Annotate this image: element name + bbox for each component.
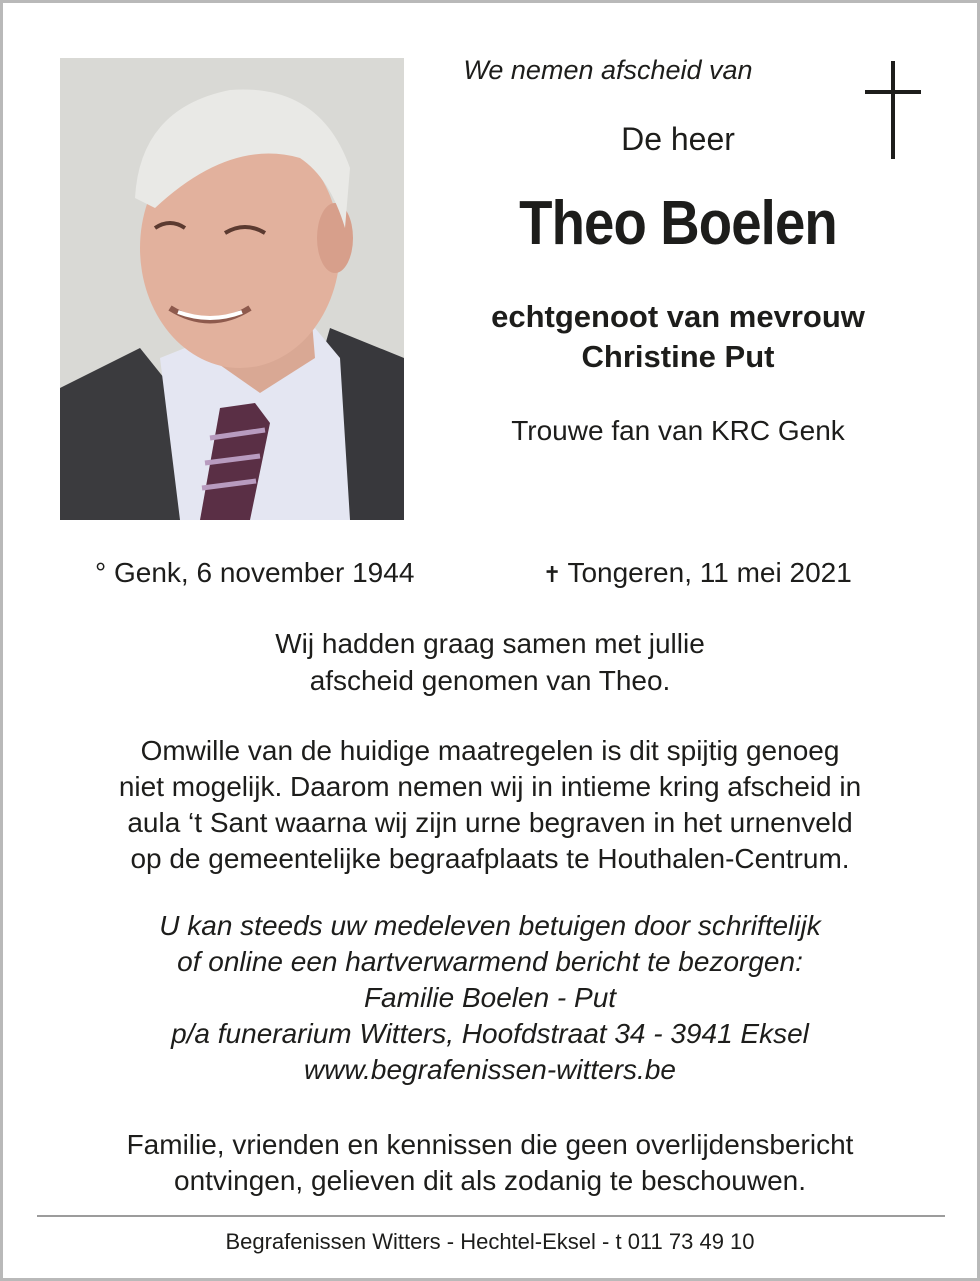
condolence-paragraph	[3, 908, 977, 1088]
honorific-title: De heer	[621, 121, 735, 157]
family-name-line: Familie Boelen - Put	[363, 982, 617, 1013]
notice-paragraph	[3, 1127, 977, 1199]
paragraph-line: op de gemeentelijke begraafplaats te Houthalen-Centrum.	[130, 843, 850, 874]
paragraph-line: aula ‘t Sant waarna wij zijn urne begraven in het urnenveld	[127, 807, 853, 838]
birth-text: Genk, 6 november 1944	[113, 557, 415, 588]
fan-text: Trouwe fan van KRC Genk	[511, 415, 845, 446]
paragraph-line: Wij hadden graag samen met jullie	[275, 628, 705, 659]
footer-text: Begrafenissen Witters - Hechtel-Eksel - t 011 73 49 10	[225, 1229, 755, 1254]
paragraph-line: U kan steeds uw medeleven betuigen door schriftelijk	[159, 910, 821, 941]
deceased-name: Theo Boelen	[519, 189, 837, 258]
small-cross-icon: ✝	[543, 562, 562, 587]
address-line: p/a funerarium Witters, Hoofdstraat 34 - 3941 Eksel	[171, 1018, 809, 1049]
paragraph-line: Familie, vrienden en kennissen die geen overlijdensbericht	[126, 1129, 854, 1160]
intro-text: We nemen afscheid van	[463, 55, 753, 85]
paragraph-line: afscheid genomen van Theo.	[309, 665, 671, 696]
spouse-line-2: Christine Put	[581, 339, 775, 374]
portrait-illustration	[60, 58, 404, 520]
paragraph-line: of online een hartverwarmend bericht te bezorgen:	[177, 946, 803, 977]
spouse-info	[433, 297, 923, 377]
death-date	[543, 557, 852, 589]
website-link[interactable]: www.begrafenissen-witters.be	[304, 1054, 676, 1085]
paragraph-line: niet mogelijk. Daarom nemen wij in intieme kring afscheid in	[118, 771, 862, 802]
death-text: Tongeren, 11 mei 2021	[567, 557, 852, 588]
paragraph-line: ontvingen, gelieven dit als zodanig te beschouwen.	[174, 1165, 806, 1196]
farewell-paragraph	[3, 625, 977, 699]
birth-mark: °	[95, 557, 107, 588]
paragraph-line: Omwille van de huidige maatregelen is dit spijtig genoeg	[140, 735, 840, 766]
birth-date	[95, 557, 414, 589]
footer-divider	[37, 1215, 945, 1217]
spouse-line-1: echtgenoot van mevrouw	[491, 299, 865, 334]
portrait-photo	[60, 58, 404, 520]
measures-paragraph	[3, 733, 977, 877]
